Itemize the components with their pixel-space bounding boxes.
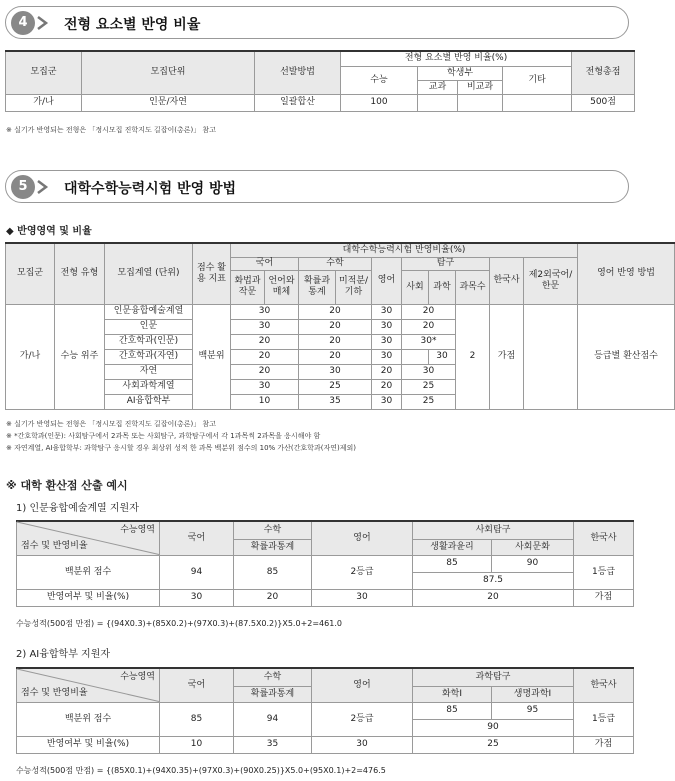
note: ※ 실기가 반영되는 전형은 「정시모집 진학지도 길잡이(총론)」 참고: [6, 420, 216, 428]
header-math-sub: 확률과통계: [234, 686, 312, 702]
cell-inquiry-1: 85: [413, 555, 492, 572]
cell-eng: 30: [312, 589, 413, 606]
header-math-2: 미적분/ 기하: [336, 270, 372, 304]
header-eng: 영어: [312, 668, 413, 702]
header-eng: 영어: [372, 257, 402, 304]
header-group: 모집군: [6, 51, 82, 94]
cell-eng: 30: [372, 394, 402, 409]
header-engmethod: 영어 반영 방법: [578, 243, 675, 304]
cell-kor: 10: [231, 394, 299, 409]
header-science: 과학: [429, 270, 456, 304]
example-1-title: 1) 인문융합예술계열 지원자: [16, 503, 139, 514]
cell-inquiry-2: 90: [492, 555, 574, 572]
header-inquiry-2: 사회문화: [492, 539, 574, 555]
header-kor-1: 화법과 작문: [231, 270, 265, 304]
cell-eng: 20: [372, 364, 402, 379]
section-4-header: [5, 6, 629, 39]
cell-nonsubject: [458, 94, 503, 111]
cell-series: 인문: [105, 319, 193, 334]
cell-subject-count: 2: [456, 304, 490, 409]
cell-series: 사회과학계열: [105, 379, 193, 394]
header-kor: 국어: [231, 257, 299, 270]
header-inquiry-1: 화학Ⅰ: [413, 686, 492, 702]
cell-type: 수능 위주: [55, 304, 105, 409]
cell-label: 백분위 점수: [17, 555, 160, 589]
cell-eng: 30: [372, 334, 402, 349]
cell-group: 가/나: [6, 94, 82, 111]
section-number-badge: 5: [11, 175, 35, 199]
cell-kor: 30: [231, 319, 299, 334]
cell-kor: 85: [160, 702, 234, 736]
header-series: 모집계열 (단위): [105, 243, 193, 304]
cell-engmethod: 등급별 환산점수: [578, 304, 675, 409]
cell-inquiry: 20: [413, 589, 574, 606]
header-foreign: 제2외국어/ 한문: [524, 257, 578, 304]
header-suneung: 수능: [341, 66, 418, 94]
cell-inquiry: 25: [413, 736, 574, 753]
header-student: 학생부: [418, 66, 503, 80]
chevron-right-icon: [36, 15, 48, 31]
cell-etc: [503, 94, 572, 111]
cell-hist: 1등급: [574, 555, 634, 589]
section-title: 대학수학능력시험 반영 방법: [64, 181, 237, 197]
cell-label: 반영여부 및 비율(%): [17, 736, 160, 753]
header-math: 수학: [234, 521, 312, 539]
header-subject: 교과: [418, 80, 458, 94]
note: ※ *간호학과(인문): 사회탐구에서 2과목 또는 사회탐구, 과학탐구에서 각 1과목씩 2과목을 응시해야 함: [6, 432, 321, 440]
header-score: 점수 및 반영비율: [21, 540, 88, 551]
header-social: 사회: [402, 270, 429, 304]
diagonal-header: [17, 521, 160, 555]
cell-math: 25: [299, 379, 372, 394]
section-title: 전형 요소별 반영 비율: [64, 17, 201, 33]
cell-kor: 20: [231, 334, 299, 349]
cell-series: 간호학과(자연): [105, 349, 193, 364]
header-hist: 한국사: [574, 668, 634, 702]
cell-foreign: [524, 304, 578, 409]
cell-kor: 30: [231, 304, 299, 319]
cell-kor: 20: [231, 349, 299, 364]
header-type: 전형 유형: [55, 243, 105, 304]
header-ratio: 전형 요소별 반영 비율(%): [341, 51, 572, 66]
header-method: 선발방법: [255, 51, 341, 94]
header-kor: 국어: [160, 668, 234, 702]
cell-inquiry-avg: 87.5: [413, 572, 574, 589]
header-group: 모집군: [6, 243, 55, 304]
cell-series: 자연: [105, 364, 193, 379]
cell-label: 백분위 점수: [17, 702, 160, 736]
cell-group: 가/나: [6, 304, 55, 409]
cell-hist: 가점: [574, 589, 634, 606]
table-row: [6, 304, 675, 319]
example-title: ※ 대학 환산점 산출 예시: [6, 479, 128, 492]
cell-inquiry: 25: [402, 379, 456, 394]
cell-social: [402, 349, 429, 364]
diagonal-header: [17, 668, 160, 702]
cell-math: 35: [234, 736, 312, 753]
formula: 수능성적(500점 만점) = {(94X0.3)+(85X0.2)+(97X0.3)+(87.5X0.2)}X5.0+2=461.0: [16, 619, 342, 628]
cell-inquiry-avg: 90: [413, 719, 574, 736]
cell-method: 일괄합산: [255, 94, 341, 111]
cell-eng: 2등급: [312, 555, 413, 589]
cell-total: 500점: [572, 94, 635, 111]
header-unit: 모집단위: [82, 51, 255, 94]
header-score: 점수 및 반영비율: [21, 687, 88, 698]
header-ratio: 대학수학능력시험 반영비율(%): [231, 243, 578, 257]
header-inquiry-1: 생활과윤리: [413, 539, 492, 555]
cell-math: 20: [299, 334, 372, 349]
cell-math: 94: [234, 702, 312, 736]
cell-kor: 20: [231, 364, 299, 379]
cell-kor: 30: [231, 379, 299, 394]
note: ※ 자연계열, AI융합학부: 과학탐구 응시할 경우 최상위 성적 한 과목 백분위 점수의 10% 가산(간호학과(자연)제외): [6, 444, 356, 452]
chevron-right-icon: [36, 179, 48, 195]
cell-eng: 30: [372, 319, 402, 334]
cell-inquiry: 20: [402, 304, 456, 319]
cell-math: 20: [234, 589, 312, 606]
header-kor-2: 언어와 매체: [265, 270, 299, 304]
subsection-title: ◆ 반영영역 및 비율: [6, 226, 92, 237]
suneung-table: [5, 242, 675, 410]
cell-eng: 30: [312, 736, 413, 753]
example-1-table: [16, 520, 634, 607]
header-eng: 영어: [312, 521, 413, 555]
cell-math: 20: [299, 349, 372, 364]
cell-suneung: 100: [341, 94, 418, 111]
cell-subject: [418, 94, 458, 111]
cell-series: AI융합학부: [105, 394, 193, 409]
cell-kor: 94: [160, 555, 234, 589]
cell-inquiry: 30*: [402, 334, 456, 349]
header-area: 수능영역: [120, 672, 155, 682]
ratio-table: [5, 50, 635, 112]
cell-eng: 20: [372, 379, 402, 394]
section-5-header: [5, 170, 629, 203]
cell-math: 30: [299, 364, 372, 379]
cell-series: 인문융합예술계열: [105, 304, 193, 319]
cell-hist: 가점: [490, 304, 524, 409]
header-math-sub: 확률과통계: [234, 539, 312, 555]
cell-inquiry-2: 95: [492, 702, 574, 719]
example-2-table: [16, 667, 634, 754]
cell-math: 20: [299, 319, 372, 334]
header-total: 전형총점: [572, 51, 635, 94]
cell-inquiry: 30: [402, 364, 456, 379]
header-area: 수능영역: [120, 525, 155, 535]
header-nonsubject: 비교과: [458, 80, 503, 94]
header-math: 수학: [299, 257, 372, 270]
cell-index: 백분위: [193, 304, 231, 409]
cell-inquiry: 25: [402, 394, 456, 409]
header-inquiry: 사회탐구: [413, 521, 574, 539]
formula: 수능성적(500점 만점) = {(85X0.1)+(94X0.35)+(97X0.3)+(90X0.25)}X5.0+(95X0.1)+2=476.5: [16, 766, 386, 775]
cell-eng: 30: [372, 304, 402, 319]
cell-kor: 10: [160, 736, 234, 753]
header-math-1: 확률과 통계: [299, 270, 336, 304]
cell-math: 85: [234, 555, 312, 589]
cell-inquiry-1: 85: [413, 702, 492, 719]
header-etc: 기타: [503, 66, 572, 94]
cell-hist: 1등급: [574, 702, 634, 736]
header-inquiry: 탐구: [402, 257, 490, 270]
section-number-badge: 4: [11, 11, 35, 35]
header-subject-count: 과목수: [456, 270, 490, 304]
cell-math: 20: [299, 304, 372, 319]
header-inquiry: 과학탐구: [413, 668, 574, 686]
cell-math: 35: [299, 394, 372, 409]
cell-eng: 2등급: [312, 702, 413, 736]
header-math: 수학: [234, 668, 312, 686]
cell-hist: 가점: [574, 736, 634, 753]
header-inquiry-2: 생명과학Ⅰ: [492, 686, 574, 702]
cell-eng: 30: [372, 349, 402, 364]
header-index: 점수 활용 지표: [193, 243, 231, 304]
header-hist: 한국사: [490, 257, 524, 304]
cell-series: 간호학과(인문): [105, 334, 193, 349]
example-2-title: 2) AI융합학부 지원자: [16, 649, 111, 660]
header-hist: 한국사: [574, 521, 634, 555]
cell-science: 30: [429, 349, 456, 364]
cell-kor: 30: [160, 589, 234, 606]
cell-inquiry: 20: [402, 319, 456, 334]
cell-label: 반영여부 및 비율(%): [17, 589, 160, 606]
note: ※ 실기가 반영되는 전형은 「정시모집 진학지도 길잡이(총론)」 참고: [6, 126, 216, 134]
cell-unit: 인문/자연: [82, 94, 255, 111]
header-kor: 국어: [160, 521, 234, 555]
